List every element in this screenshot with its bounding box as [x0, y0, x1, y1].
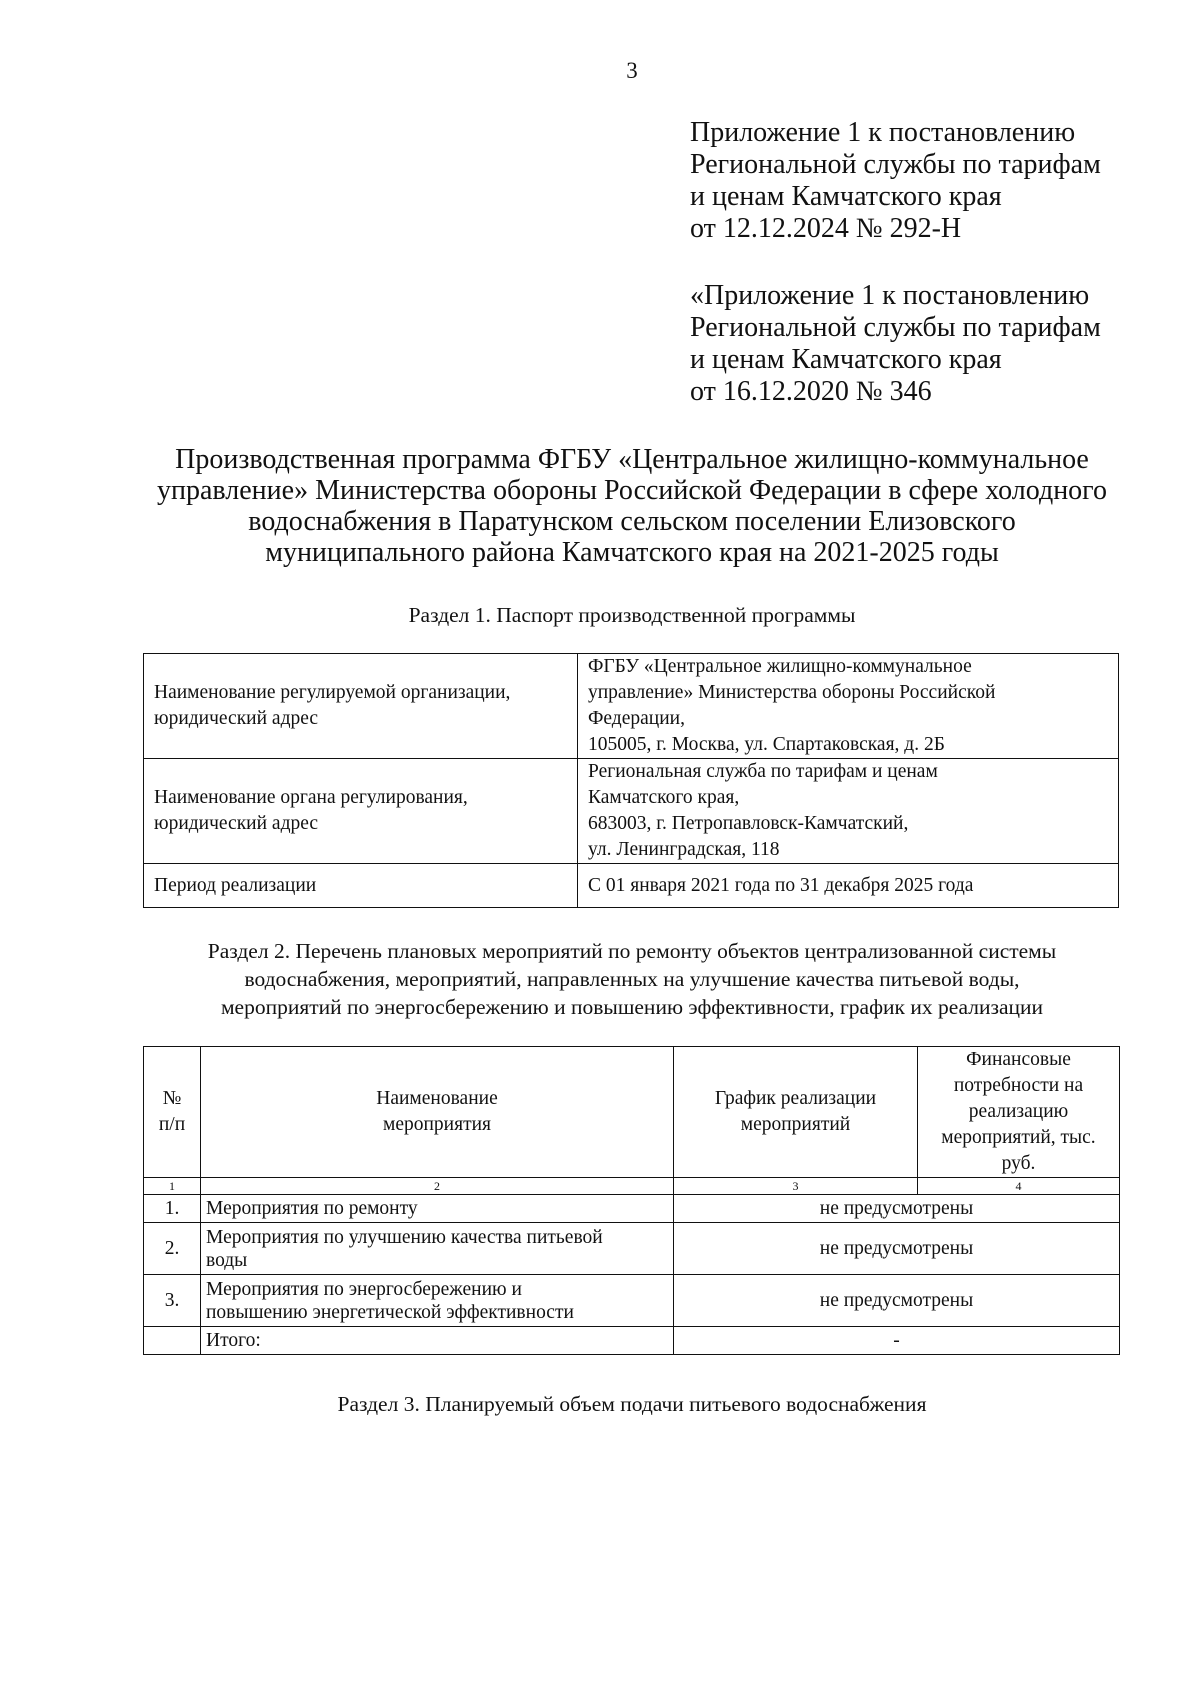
section2-title: [120, 937, 1144, 1021]
cell-line: Наименование: [376, 1088, 498, 1109]
header-finance: [918, 1047, 1120, 1178]
passport-value: [578, 759, 1119, 864]
document-title: [120, 444, 1144, 568]
column-number: 3: [674, 1178, 918, 1195]
cell-line: Финансовые: [966, 1049, 1071, 1070]
table-row: [144, 1195, 1120, 1223]
title-line: водоснабжения в Паратунском сельском поселении Елизовского: [248, 506, 1016, 537]
appendix-line: Региональной службы по тарифам: [690, 149, 1101, 180]
event-value: не предусмотрены: [674, 1195, 1120, 1223]
cell-line: Камчатского края,: [588, 787, 740, 808]
event-name: [201, 1275, 674, 1327]
appendix-reference-current: [690, 117, 1101, 245]
appendix-line: от 12.12.2024 № 292-Н: [690, 213, 962, 244]
cell-line: мероприятия: [382, 1114, 491, 1135]
cell-line: ФГБУ «Центральное жилищно-коммунальное: [588, 656, 972, 677]
row-number: 1.: [144, 1195, 201, 1223]
section2-title-line: водоснабжения, мероприятий, направленных на улучшение качества питьевой воды,: [244, 967, 1020, 991]
table-row: [144, 864, 1119, 908]
passport-key: [144, 759, 578, 864]
appendix-line: и ценам Камчатского края: [690, 344, 1002, 375]
empty-cell: [144, 1327, 201, 1355]
section3-title: [120, 1390, 1144, 1418]
cell-line: Мероприятия по ремонту: [206, 1198, 418, 1219]
row-number: 2.: [144, 1223, 201, 1275]
cell-line: Федерации,: [588, 708, 685, 729]
section3-title-text: Раздел 3. Планируемый объем подачи питьевого водоснабжения: [337, 1392, 927, 1416]
column-number: 1: [144, 1178, 201, 1195]
passport-key: [144, 654, 578, 759]
cell-line: реализацию: [968, 1101, 1069, 1122]
appendix-line: «Приложение 1 к постановлению: [690, 280, 1090, 311]
cell-line: С 01 января 2021 года по 31 декабря 2025 года: [588, 874, 974, 896]
cell-line: Мероприятия по энергосбережению и: [206, 1278, 522, 1300]
cell-line: 105005, г. Москва, ул. Спартаковская, д. 2Б: [588, 734, 945, 755]
row-number: 3.: [144, 1275, 201, 1327]
total-value: -: [674, 1327, 1120, 1355]
appendix-line: от 16.12.2020 № 346: [690, 376, 932, 407]
total-label: Итого:: [201, 1327, 674, 1355]
table-row: [144, 654, 1119, 759]
passport-value: [578, 864, 1119, 908]
appendix-line: Региональной службы по тарифам: [690, 312, 1101, 343]
appendix-reference-original: [690, 280, 1101, 408]
passport-key: [144, 864, 578, 908]
column-number: 2: [201, 1178, 674, 1195]
header-name: [201, 1047, 674, 1178]
event-value: не предусмотрены: [674, 1223, 1120, 1275]
passport-value: [578, 654, 1119, 759]
cell-line: 683003, г. Петропавловск-Камчатский,: [588, 813, 909, 834]
section1-title-text: Раздел 1. Паспорт производственной программы: [408, 603, 856, 627]
title-line: управление» Министерства обороны Российской Федерации в сфере холодного: [157, 475, 1107, 506]
cell-line: ул. Ленинградская, 118: [588, 839, 780, 860]
table-row: [144, 1275, 1120, 1327]
page-number: 3: [626, 58, 638, 83]
table-row: [144, 759, 1119, 864]
cell-line: Период реализации: [154, 874, 317, 896]
cell-line: п/п: [158, 1114, 186, 1135]
event-name: [201, 1223, 674, 1275]
cell-line: мероприятий: [740, 1114, 851, 1135]
event-name: [201, 1195, 674, 1223]
event-value: не предусмотрены: [674, 1275, 1120, 1327]
cell-line: повышению энергетической эффективности: [206, 1301, 574, 1323]
passport-table: [143, 653, 1119, 908]
section2-title-line: Раздел 2. Перечень плановых мероприятий по ремонту объектов централизованной системы: [207, 939, 1057, 963]
cell-line: Региональная служба по тарифам и ценам: [588, 761, 938, 782]
table-header-row: [144, 1047, 1120, 1178]
cell-line: Наименование органа регулирования,: [154, 787, 468, 808]
cell-line: руб.: [1001, 1153, 1036, 1174]
column-number: 4: [918, 1178, 1120, 1195]
column-number-row: [144, 1178, 1120, 1195]
cell-line: График реализации: [714, 1088, 877, 1109]
table-row-total: [144, 1327, 1120, 1355]
cell-line: Мероприятия по улучшению качества питьевой: [206, 1226, 603, 1248]
title-line: Производственная программа ФГБУ «Центральное жилищно-коммунальное: [175, 444, 1089, 475]
appendix-line: Приложение 1 к постановлению: [690, 117, 1076, 148]
appendix-line: и ценам Камчатского края: [690, 181, 1002, 212]
cell-line: мероприятий, тыс.: [941, 1127, 1096, 1148]
header-num: [144, 1047, 201, 1178]
cell-line: воды: [206, 1249, 248, 1271]
cell-line: юридический адрес: [154, 708, 319, 729]
section2-title-line: мероприятий по энергосбережению и повышению эффективности, график их реализации: [220, 995, 1044, 1019]
section1-title: [120, 601, 1144, 629]
cell-line: №: [162, 1088, 182, 1109]
cell-line: Наименование регулируемой организации,: [154, 682, 511, 703]
title-line: муниципального района Камчатского края на 2021-2025 годы: [265, 537, 999, 568]
table-row: [144, 1223, 1120, 1275]
cell-line: юридический адрес: [154, 813, 319, 834]
events-table: [143, 1046, 1120, 1355]
cell-line: управление» Министерства обороны Российской: [588, 682, 996, 703]
header-schedule: [674, 1047, 918, 1178]
cell-line: потребности на: [953, 1075, 1084, 1096]
